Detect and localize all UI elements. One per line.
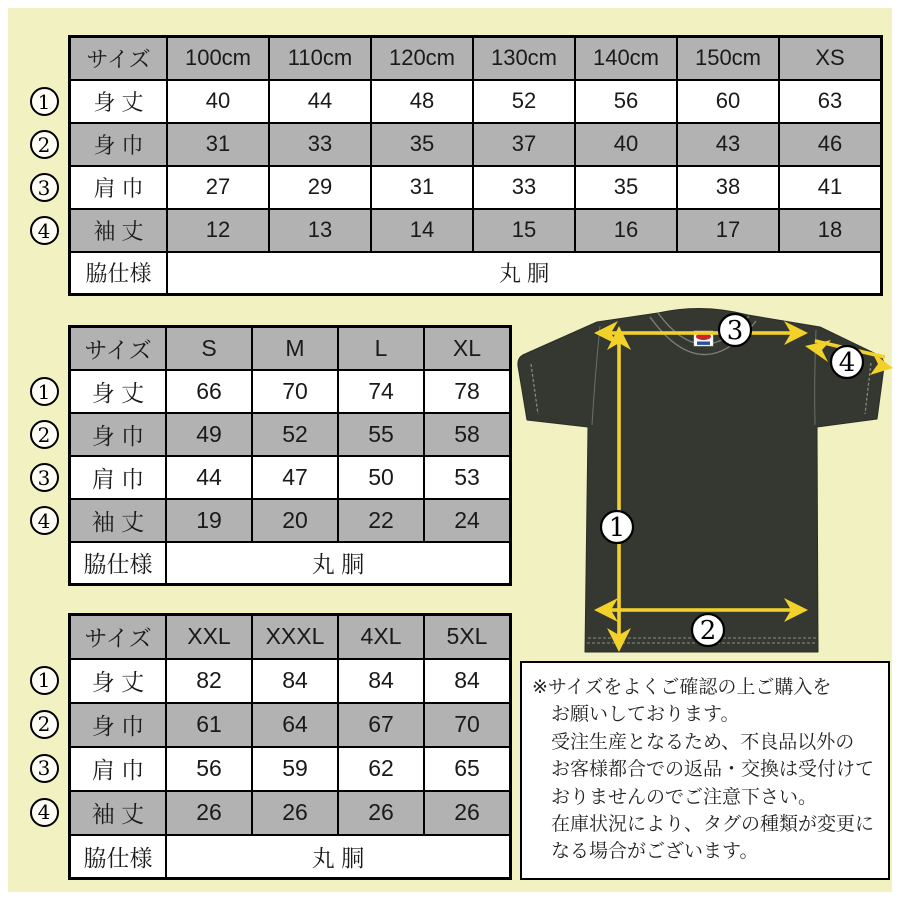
side-spec-label-cell: 脇仕様 bbox=[70, 542, 167, 585]
measurement-value-cell: 31 bbox=[167, 123, 269, 166]
measurement-value-cell: 22 bbox=[338, 499, 424, 542]
measurement-label-cell: 肩 巾 bbox=[70, 456, 167, 499]
measurement-value-cell: 46 bbox=[779, 123, 882, 166]
measurement-label-cell: 肩 巾 bbox=[70, 166, 168, 209]
size-column-header: 110cm bbox=[269, 37, 371, 80]
size-column-header: L bbox=[338, 327, 424, 370]
side-spec-label-cell: 脇仕様 bbox=[70, 252, 168, 295]
row-number-badge: 2 bbox=[30, 130, 59, 159]
measurement-value-cell: 19 bbox=[166, 499, 252, 542]
side-spec-label-cell: 脇仕様 bbox=[70, 835, 167, 879]
measurement-value-cell: 33 bbox=[269, 123, 371, 166]
row-badge-slot bbox=[30, 370, 59, 413]
measurement-value-cell: 26 bbox=[166, 791, 252, 835]
size-column-header: 4XL bbox=[338, 615, 424, 659]
measurement-value-cell: 37 bbox=[473, 123, 575, 166]
note-line: なる場合がございます。 bbox=[551, 841, 759, 863]
table-row bbox=[70, 209, 882, 252]
size-table-block-kids bbox=[20, 35, 883, 296]
svg-text:4: 4 bbox=[838, 348, 856, 378]
measurement-value-cell: 70 bbox=[424, 703, 511, 747]
row-badge-slot bbox=[30, 702, 59, 746]
measurement-value-cell: 29 bbox=[269, 166, 371, 209]
measurement-value-cell: 26 bbox=[424, 791, 511, 835]
side-spec-value-cell: 丸 胴 bbox=[167, 252, 882, 295]
row-number-badge: 2 bbox=[30, 420, 59, 449]
note-line: 受注生産となるため、不良品以外の bbox=[551, 731, 855, 753]
size-table-block-large bbox=[20, 613, 512, 880]
row-number-badge: 1 bbox=[30, 87, 59, 116]
size-column-header: 150cm bbox=[677, 37, 779, 80]
row-badge-slot bbox=[30, 456, 59, 499]
table-header-row bbox=[70, 327, 511, 370]
measurement-value-cell: 61 bbox=[166, 703, 252, 747]
size-table-kids bbox=[68, 35, 883, 296]
size-column-header: 140cm bbox=[575, 37, 677, 80]
measurement-value-cell: 53 bbox=[424, 456, 511, 499]
measurement-value-cell: 47 bbox=[252, 456, 338, 499]
measurement-label-cell: 身 巾 bbox=[70, 123, 168, 166]
size-table-large bbox=[68, 613, 512, 880]
row-number-badge: 4 bbox=[30, 506, 59, 535]
table-row bbox=[70, 659, 511, 703]
row-badge-slot bbox=[30, 209, 59, 252]
measurement-value-cell: 56 bbox=[166, 747, 252, 791]
note-line: ※サイズをよくご確認の上ご購入を bbox=[532, 677, 832, 698]
measure-badge-body-width bbox=[692, 614, 724, 646]
measurement-value-cell: 33 bbox=[473, 166, 575, 209]
row-number-badge: 1 bbox=[30, 377, 59, 406]
table-row bbox=[70, 747, 511, 791]
measurement-value-cell: 20 bbox=[252, 499, 338, 542]
row-number-badge: 3 bbox=[30, 754, 59, 783]
measurement-label-cell: 袖 丈 bbox=[70, 499, 167, 542]
measurement-value-cell: 65 bbox=[424, 747, 511, 791]
measurement-value-cell: 67 bbox=[338, 703, 424, 747]
tshirt-graphic bbox=[518, 308, 884, 652]
row-number-badge: 3 bbox=[30, 173, 59, 202]
row-badge-slot bbox=[30, 413, 59, 456]
row-badge-slot bbox=[30, 746, 59, 790]
measurement-value-cell: 84 bbox=[424, 659, 511, 703]
measurement-value-cell: 56 bbox=[575, 80, 677, 123]
measurement-value-cell: 14 bbox=[371, 209, 473, 252]
measurement-value-cell: 66 bbox=[166, 370, 252, 413]
measurement-value-cell: 64 bbox=[252, 703, 338, 747]
table-footer-row bbox=[70, 835, 511, 879]
size-header-cell: サイズ bbox=[70, 37, 168, 80]
size-header-cell: サイズ bbox=[70, 615, 167, 659]
table-footer-row bbox=[70, 252, 882, 295]
size-column-header: 120cm bbox=[371, 37, 473, 80]
measurement-value-cell: 13 bbox=[269, 209, 371, 252]
svg-text:2: 2 bbox=[699, 616, 717, 646]
measurement-value-cell: 63 bbox=[779, 80, 882, 123]
row-number-badge: 2 bbox=[30, 710, 59, 739]
measurement-value-cell: 49 bbox=[166, 413, 252, 456]
measurement-value-cell: 43 bbox=[677, 123, 779, 166]
measurement-label-cell: 袖 丈 bbox=[70, 791, 167, 835]
row-number-badge: 4 bbox=[30, 798, 59, 827]
row-badge-slot bbox=[30, 166, 59, 209]
measurement-value-cell: 55 bbox=[338, 413, 424, 456]
measurement-value-cell: 48 bbox=[371, 80, 473, 123]
measurement-label-cell: 身 巾 bbox=[70, 413, 167, 456]
table-row bbox=[70, 703, 511, 747]
measurement-value-cell: 17 bbox=[677, 209, 779, 252]
measurement-value-cell: 84 bbox=[252, 659, 338, 703]
measurement-value-cell: 44 bbox=[166, 456, 252, 499]
side-spec-value-cell: 丸 胴 bbox=[166, 835, 511, 879]
size-column-header: M bbox=[252, 327, 338, 370]
measurement-value-cell: 84 bbox=[338, 659, 424, 703]
size-header-cell: サイズ bbox=[70, 327, 167, 370]
size-table-block-adult bbox=[20, 325, 512, 586]
size-column-header: XXXL bbox=[252, 615, 338, 659]
measurement-value-cell: 40 bbox=[575, 123, 677, 166]
row-badge-column bbox=[20, 325, 68, 542]
size-column-header: 130cm bbox=[473, 37, 575, 80]
measurement-value-cell: 15 bbox=[473, 209, 575, 252]
table-row bbox=[70, 499, 511, 542]
tshirt-measurement-diagram bbox=[500, 300, 900, 660]
table-row bbox=[70, 456, 511, 499]
measurement-value-cell: 78 bbox=[424, 370, 511, 413]
row-badge-column bbox=[20, 35, 68, 252]
table-row bbox=[70, 370, 511, 413]
measurement-value-cell: 18 bbox=[779, 209, 882, 252]
measurement-value-cell: 44 bbox=[269, 80, 371, 123]
row-badge-slot bbox=[30, 499, 59, 542]
table-row bbox=[70, 80, 882, 123]
measurement-label-cell: 身 丈 bbox=[70, 370, 167, 413]
note-line: お客様都合での返品・交換は受付けて bbox=[551, 759, 875, 781]
measurement-value-cell: 26 bbox=[338, 791, 424, 835]
note-line: お願いしております。 bbox=[551, 704, 740, 726]
svg-text:3: 3 bbox=[726, 316, 744, 346]
table-header-row bbox=[70, 615, 511, 659]
measurement-value-cell: 40 bbox=[167, 80, 269, 123]
row-number-badge: 1 bbox=[30, 666, 59, 695]
measurement-value-cell: 82 bbox=[166, 659, 252, 703]
measurement-value-cell: 50 bbox=[338, 456, 424, 499]
measurement-value-cell: 52 bbox=[252, 413, 338, 456]
row-badge-slot bbox=[30, 658, 59, 702]
measure-badge-body-length bbox=[601, 511, 633, 543]
measurement-value-cell: 38 bbox=[677, 166, 779, 209]
row-badge-column bbox=[20, 613, 68, 834]
measurement-value-cell: 62 bbox=[338, 747, 424, 791]
measurement-value-cell: 27 bbox=[167, 166, 269, 209]
measurement-value-cell: 70 bbox=[252, 370, 338, 413]
row-badge-slot bbox=[30, 80, 59, 123]
measure-badge-shoulder bbox=[719, 314, 751, 346]
table-footer-row bbox=[70, 542, 511, 585]
table-row bbox=[70, 791, 511, 835]
measurement-value-cell: 12 bbox=[167, 209, 269, 252]
measurement-value-cell: 59 bbox=[252, 747, 338, 791]
size-column-header: XXL bbox=[166, 615, 252, 659]
measurement-value-cell: 35 bbox=[575, 166, 677, 209]
measurement-value-cell: 58 bbox=[424, 413, 511, 456]
measurement-label-cell: 袖 丈 bbox=[70, 209, 168, 252]
measurement-value-cell: 60 bbox=[677, 80, 779, 123]
measurement-value-cell: 52 bbox=[473, 80, 575, 123]
size-table-adult bbox=[68, 325, 512, 586]
table-header-row bbox=[70, 37, 882, 80]
row-number-badge: 4 bbox=[30, 216, 59, 245]
measurement-value-cell: 16 bbox=[575, 209, 677, 252]
measurement-label-cell: 身 丈 bbox=[70, 659, 167, 703]
row-number-badge: 3 bbox=[30, 463, 59, 492]
table-row bbox=[70, 123, 882, 166]
row-badge-slot bbox=[30, 790, 59, 834]
note-line: おりませんのでご注意下さい。 bbox=[551, 786, 818, 808]
purchase-note-box bbox=[520, 661, 890, 880]
size-column-header: XL bbox=[424, 327, 511, 370]
measurement-value-cell: 41 bbox=[779, 166, 882, 209]
row-badge-slot bbox=[30, 123, 59, 166]
side-spec-value-cell: 丸 胴 bbox=[166, 542, 511, 585]
measurement-label-cell: 身 巾 bbox=[70, 703, 167, 747]
note-line: 在庫状況により、タグの種類が変更に bbox=[551, 814, 875, 836]
measurement-label-cell: 肩 巾 bbox=[70, 747, 167, 791]
svg-text:1: 1 bbox=[608, 513, 626, 543]
measurement-value-cell: 35 bbox=[371, 123, 473, 166]
size-column-header: S bbox=[166, 327, 252, 370]
size-column-header: 5XL bbox=[424, 615, 511, 659]
table-row bbox=[70, 166, 882, 209]
measure-badge-sleeve bbox=[831, 346, 863, 378]
measurement-value-cell: 24 bbox=[424, 499, 511, 542]
measurement-label-cell: 身 丈 bbox=[70, 80, 168, 123]
table-row bbox=[70, 413, 511, 456]
measurement-value-cell: 31 bbox=[371, 166, 473, 209]
measurement-value-cell: 26 bbox=[252, 791, 338, 835]
size-column-header: XS bbox=[779, 37, 882, 80]
measurement-value-cell: 74 bbox=[338, 370, 424, 413]
size-column-header: 100cm bbox=[167, 37, 269, 80]
